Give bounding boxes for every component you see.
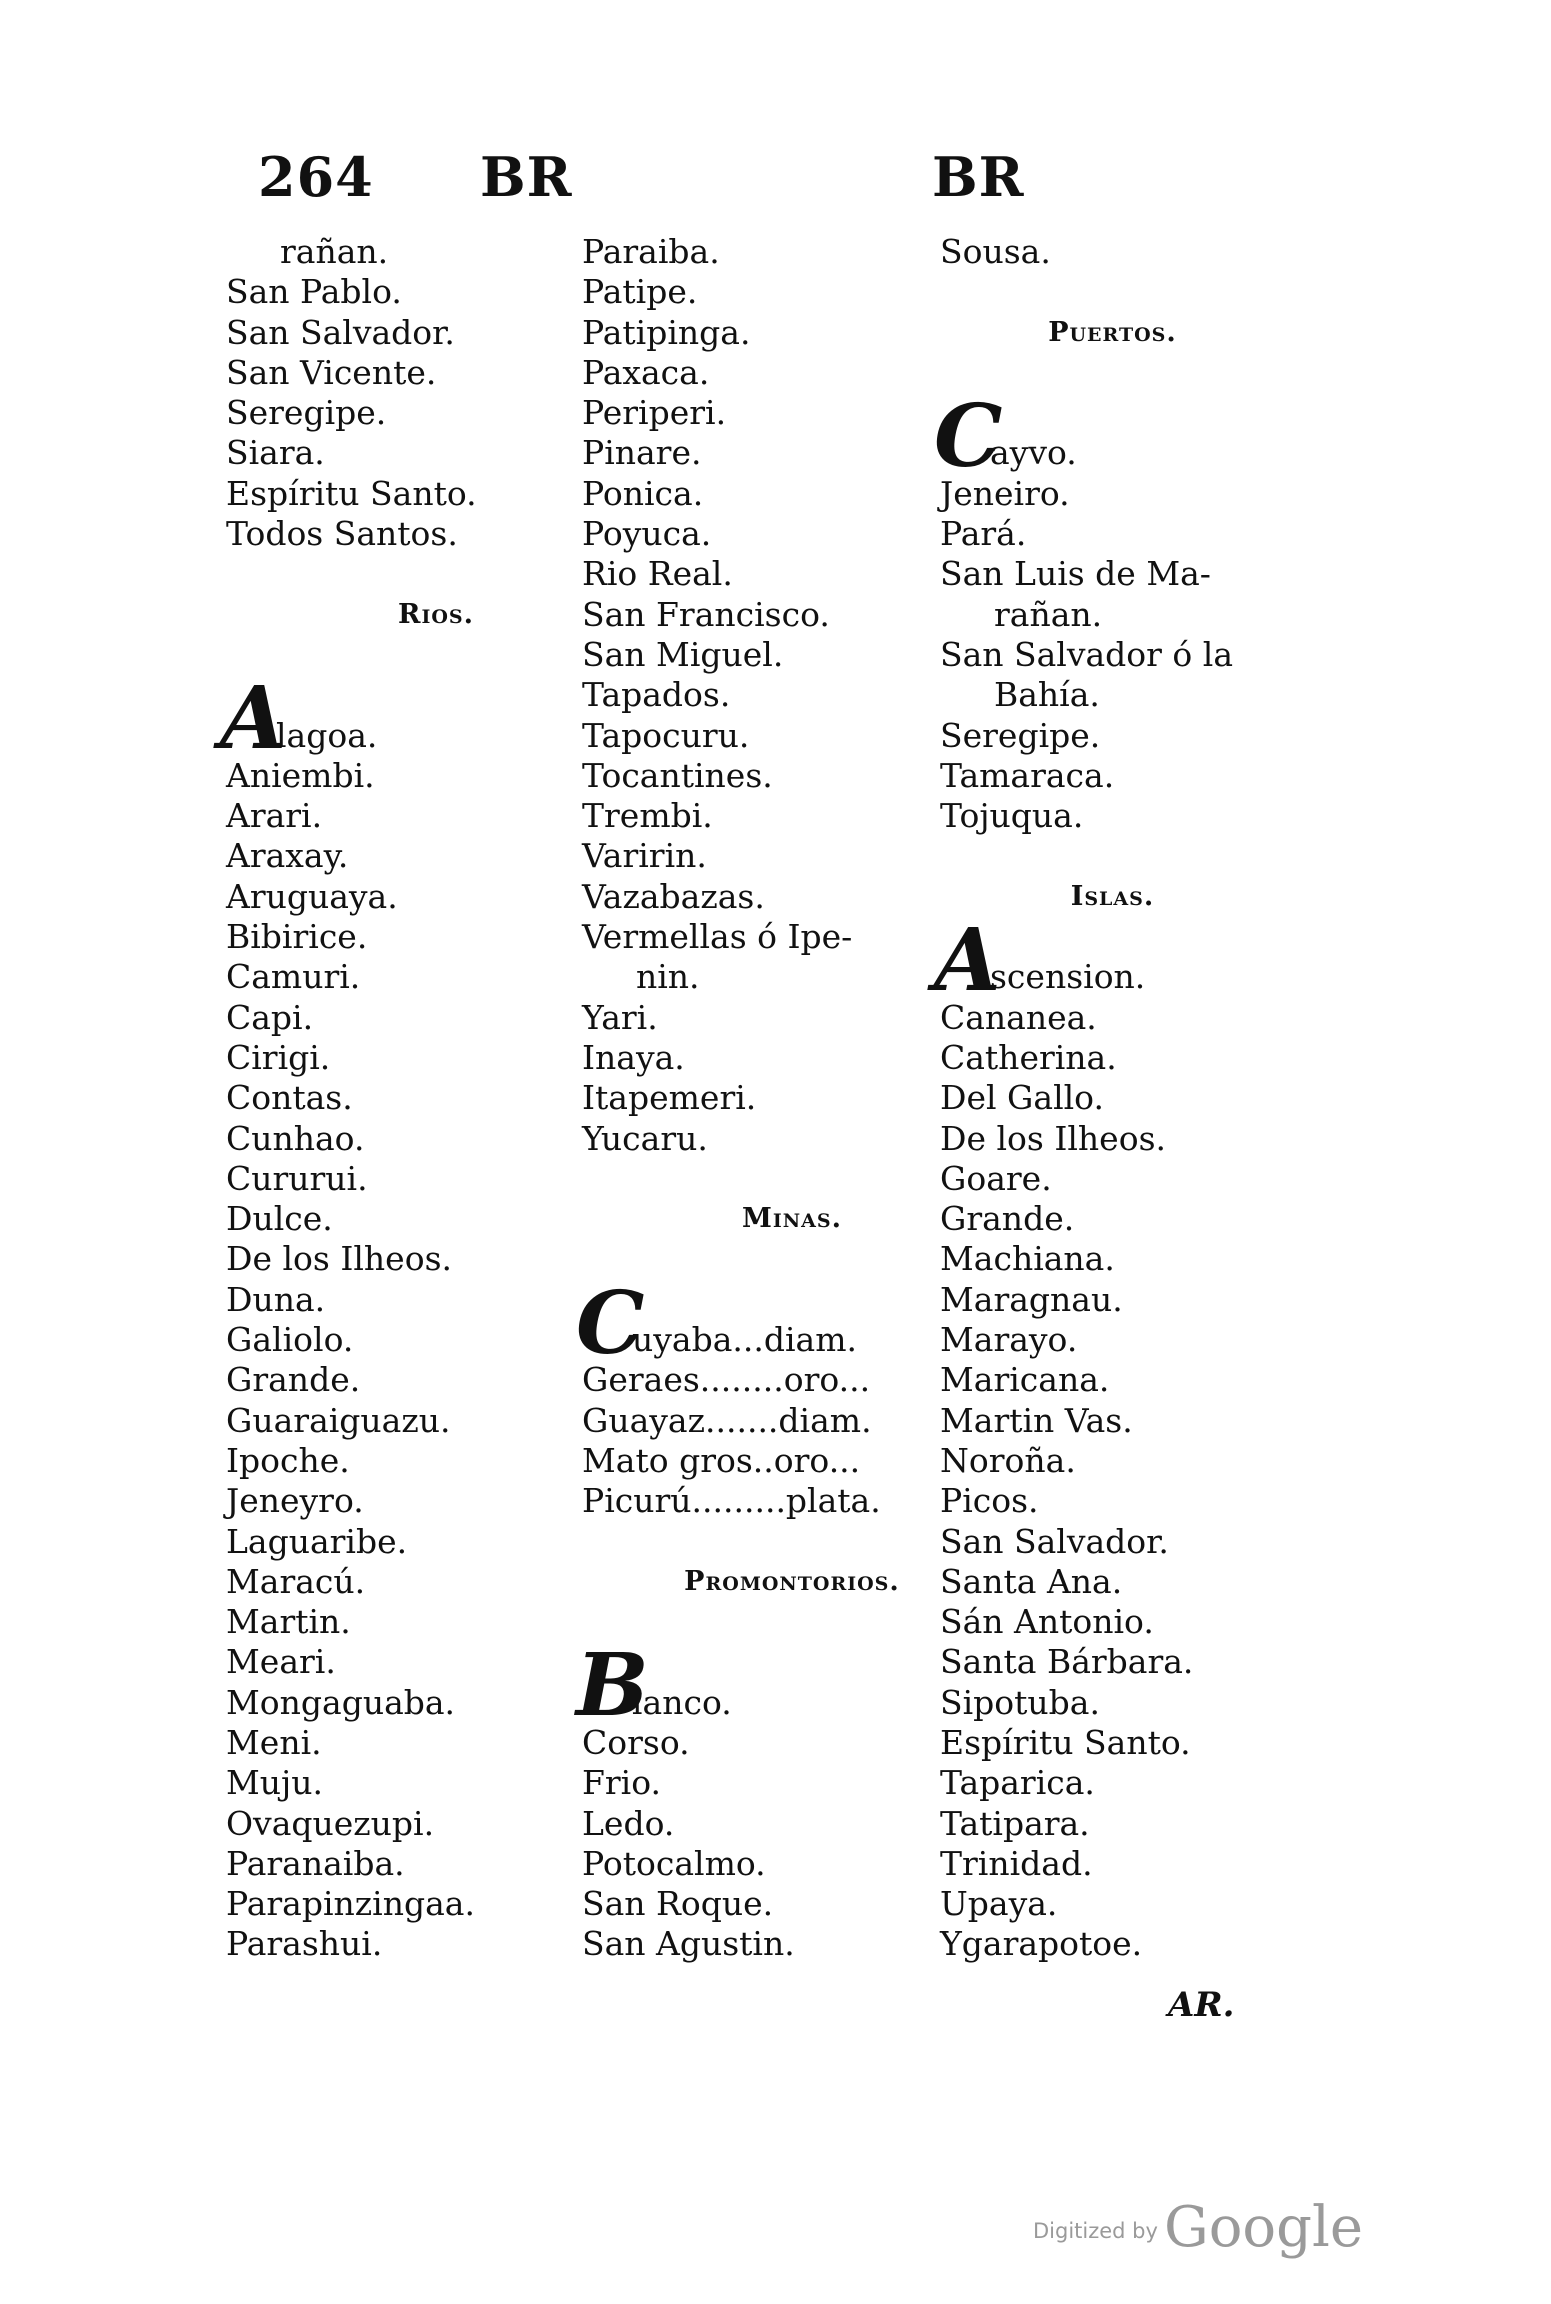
list-item: Bahía. [994,675,1100,715]
list-item: Geraes........oro... [582,1360,871,1400]
list-item: Jeneyro. [226,1481,364,1521]
list-item: Patipinga. [582,312,751,352]
list-item: Dulce. [226,1199,333,1239]
list-item: Vazabazas. [582,876,765,916]
list-item: Vermellas ó Ipe- [582,917,853,957]
column-2 [576,232,1002,1965]
section-heading-islas: Islas. [1070,880,1155,912]
running-head-left: BR [480,145,573,209]
list-item-text: uyaba...diam. [632,1320,857,1360]
list-item: Meari. [226,1642,336,1682]
list-item: Corso. [582,1722,690,1762]
list-item: Tojuqua. [940,796,1084,836]
list-item: Patipe. [582,272,698,312]
list-item: Arari. [226,796,323,836]
list-item: Parapinzingaa. [226,1884,475,1924]
list-item [576,1635,1002,1737]
list-item: Maragnau. [940,1279,1123,1319]
list-item: Sousa. [940,232,1051,271]
list-item: Itapemeri. [582,1078,757,1118]
list-item: Yucaru. [582,1118,708,1158]
list-item [934,385,1285,487]
list-item: San Vicente. [226,352,437,392]
list-item: Aruguaya. [226,876,398,916]
list-item: Contas. [226,1078,353,1118]
list-item: Pará. [940,514,1027,554]
list-item-text: ayvo. [990,433,1077,473]
list-item: Espíritu Santo. [940,1722,1191,1762]
list-item: Ipoche. [226,1440,350,1480]
list-item: Santa Ana. [940,1561,1123,1601]
list-item: Seregipe. [940,715,1101,755]
list-item: Upaya. [940,1884,1058,1924]
list-item: Picurú.........plata. [582,1481,881,1521]
list-item: Muju. [226,1763,324,1803]
section-heading-minas: Minas. [741,1203,842,1235]
list-item: Siara. [226,433,325,473]
list-item: Jeneiro. [940,473,1070,513]
list-item: San Salvador ó la [940,634,1234,674]
list-item: Cururui. [226,1158,368,1198]
list-item: Rio Real. [582,554,733,594]
list-item: Bibirice. [226,917,368,957]
list-item: San Francisco. [582,594,830,634]
list-item: Tocantines. [582,755,773,795]
list-item: Todos Santos. [226,514,458,554]
list-item: San Salvador. [940,1521,1169,1561]
digitized-watermark [1033,2195,1363,2260]
page-number: 264 [258,145,374,209]
list-item: Trembi. [582,796,713,836]
list-item: Catherina. [940,1037,1117,1077]
list-item: Cananea. [940,997,1097,1037]
list-item: Sán Antonio. [940,1602,1154,1642]
list-item-text: lagoa. [276,715,378,755]
list-item: Martin Vas. [940,1400,1133,1440]
list-item: Laguaribe. [226,1521,408,1561]
list-item: Noroña. [940,1440,1076,1480]
list-item: Sipotuba. [940,1682,1100,1722]
section-heading-rios: Rios. [398,598,474,630]
list-item: Machiana. [940,1239,1115,1279]
list-item: De los Ilheos. [940,1118,1166,1158]
list-item: San Salvador. [226,312,455,352]
drop-cap: A [220,668,287,770]
running-head-right: BR [932,145,1025,209]
list-item: Ledo. [582,1803,675,1843]
list-item: Grande. [940,1199,1075,1239]
list-item: Pinare. [582,433,702,473]
list-item: Capi. [226,997,314,1037]
list-item: Poyuca. [582,514,712,554]
list-item: Del Gallo. [940,1078,1104,1118]
digitized-by-text: Digitized by [1033,2219,1158,2243]
list-item: rañan. [280,232,389,271]
list-item: Varirin. [582,836,707,876]
list-item: Galiolo. [226,1320,354,1360]
list-item: Mato gros..oro... [582,1440,861,1480]
list-item: Araxay. [226,836,349,876]
list-item: San Miguel. [582,634,784,674]
list-item: San Pablo. [226,272,402,312]
list-item: Periperi. [582,393,727,433]
list-item: Seregipe. [226,393,387,433]
drop-cap: C [934,385,1003,487]
list-item: Goare. [940,1158,1052,1198]
list-item: Inaya. [582,1037,685,1077]
list-item: Tatipara. [940,1803,1090,1843]
list-item-text: scension. [990,957,1146,997]
list-item: Trinidad. [940,1843,1093,1883]
list-item: rañan. [994,594,1103,634]
list-item: Tapados. [582,675,731,715]
list-item [934,909,1285,1011]
list-item: Grande. [226,1360,361,1400]
section-heading-puertos: Puertos. [1048,316,1177,348]
list-item: Martin. [226,1602,351,1642]
list-item: Ponica. [582,473,704,513]
list-item: De los Ilheos. [226,1239,452,1279]
drop-cap: A [934,909,1001,1011]
list-item: San Luis de Ma- [940,554,1211,594]
list-item: Ygarapotoe. [940,1924,1143,1964]
list-item: Camuri. [226,957,361,997]
list-item: San Agustin. [582,1924,795,1964]
drop-cap: B [576,1635,649,1737]
list-item: nin. [636,957,700,997]
list-item: Paraiba. [582,232,720,271]
list-item: Aniembi. [226,755,375,795]
list-item: Duna. [226,1279,326,1319]
drop-cap: C [576,1272,645,1374]
list-item-text: lanco. [632,1682,732,1722]
list-item: San Roque. [582,1884,774,1924]
catchword: AR. [1168,1985,1235,2025]
list-item: Espíritu Santo. [226,473,477,513]
list-item: Maracú. [226,1561,366,1601]
list-item: Potocalmo. [582,1843,766,1883]
section-heading-promontorios: Promontorios. [684,1565,900,1597]
column-3 [934,232,1285,1965]
list-item: Marayo. [940,1320,1078,1360]
list-item: Mongaguaba. [226,1682,456,1722]
list-item: Tamaraca. [940,755,1115,795]
list-item: Frio. [582,1763,662,1803]
list-item: Paxaca. [582,352,710,392]
list-item [576,1272,1002,1374]
list-item: Paranaiba. [226,1843,405,1883]
list-item: Cirigi. [226,1037,331,1077]
list-item: Parashui. [226,1924,383,1964]
list-item: Guayaz.......diam. [582,1400,872,1440]
list-item: Picos. [940,1481,1039,1521]
list-item: Taparica. [940,1763,1095,1803]
list-item: Santa Bárbara. [940,1642,1194,1682]
list-item: Meni. [226,1722,322,1762]
list-item: Yari. [582,997,658,1037]
list-item: Maricana. [940,1360,1110,1400]
list-item: Guaraiguazu. [226,1400,451,1440]
list-item: Cunhao. [226,1118,365,1158]
google-logo: Google [1163,2195,1364,2260]
list-item: Tapocuru. [582,715,750,755]
list-item: Ovaquezupi. [226,1803,435,1843]
